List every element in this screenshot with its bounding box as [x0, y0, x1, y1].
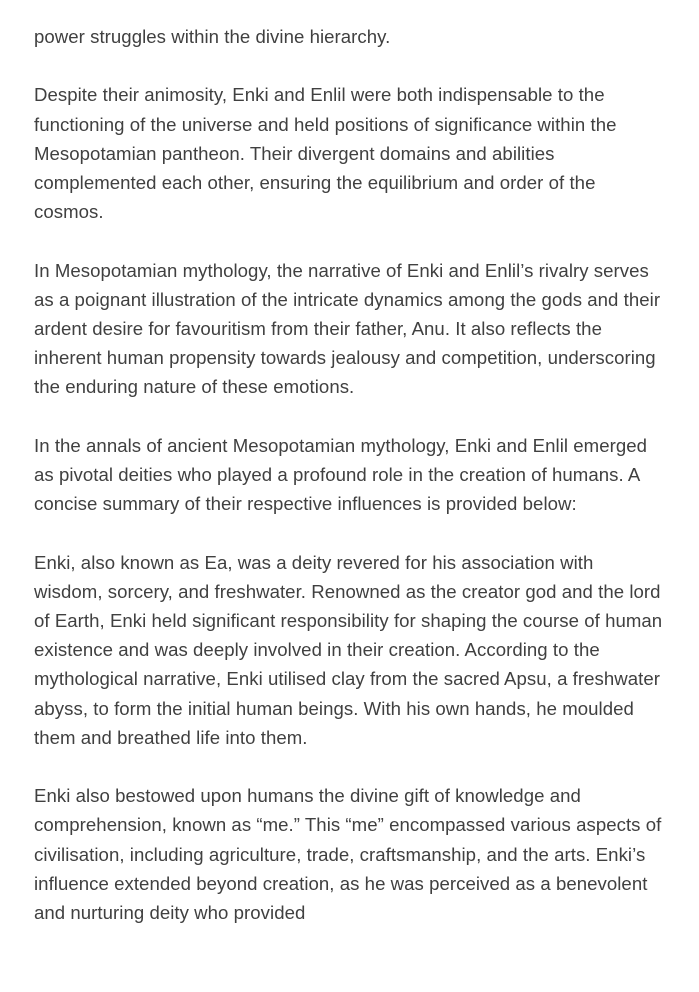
- paragraph-1: power struggles within the divine hierarchy.: [34, 26, 391, 47]
- paragraph-6: Enki also bestowed upon humans the divine gift of knowledge and comprehension, known as “me.” This “me” encompassed various aspects of civilisation, including agriculture, trade, craftsmanship, and the arts. Enki’s influence extended beyond creation, as he was perceived as a benevolent and nurturing deity who provided: [34, 785, 662, 924]
- article-body: [34, 22, 664, 927]
- paragraph-5: Enki, also known as Ea, was a deity revered for his association with wisdom, sorcery, and freshwater. Renowned as the creator god and the lord of Earth, Enki held significant responsibility for shaping the course of human existence and was deeply involved in their creation. According to the mythological narrative, Enki utilised clay from the sacred Apsu, a freshwater abyss, to form the initial human beings. With his own hands, he moulded them and breathed life into them.: [34, 551, 663, 748]
- paragraph-3: In Mesopotamian mythology, the narrative of Enki and Enlil’s rivalry serves as a poignant illustration of the intricate dynamics among the gods and their ardent desire for favouritism from their father, Anu. It also reflects the inherent human propensity towards jealousy and competition, underscoring the enduring nature of these emotions.: [34, 259, 661, 398]
- paragraph-2: Despite their animosity, Enki and Enlil were both indispensable to the functioning of the universe and held positions of significance within the Mesopotamian pantheon. Their divergent domains and abilities complemented each other, ensuring the equilibrium and order of the cosmos.: [34, 84, 617, 223]
- paragraph-4: In the annals of ancient Mesopotamian mythology, Enki and Enlil emerged as pivotal deities who played a profound role in the creation of humans. A concise summary of their respective influences is provided below:: [34, 434, 648, 515]
